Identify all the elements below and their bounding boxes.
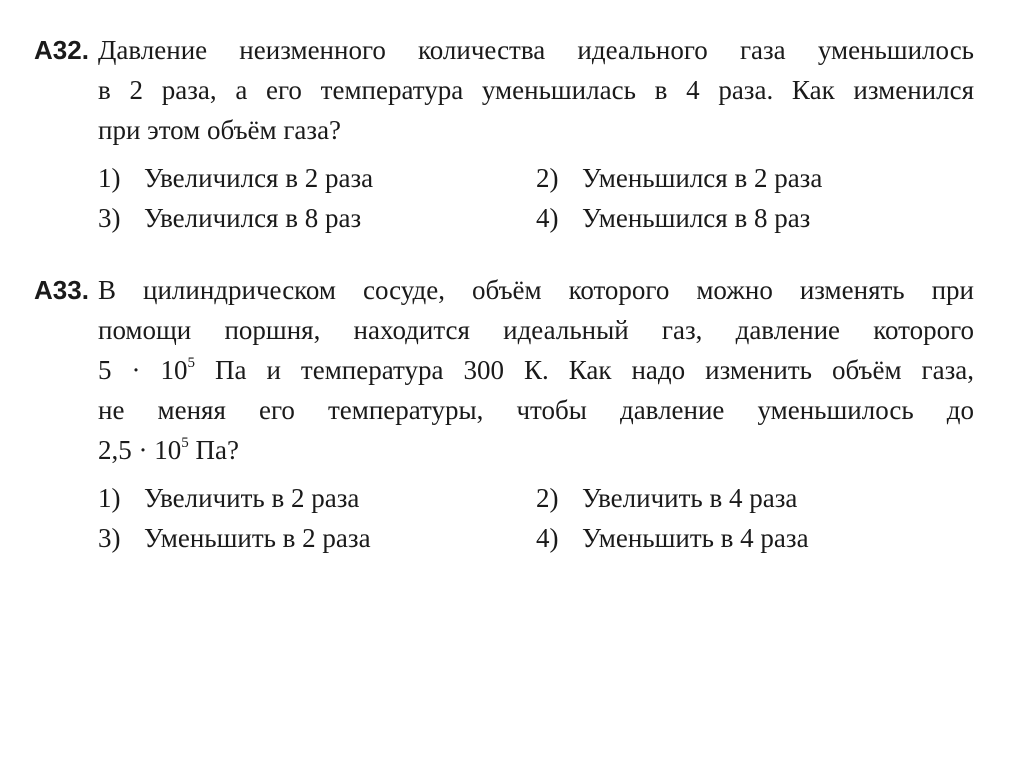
answer-option-4[interactable] <box>536 198 810 238</box>
answer-option-3[interactable] <box>98 518 371 558</box>
question-text: при этом объём газа? <box>98 115 342 145</box>
option-text: Уменьшился в 2 раза <box>582 163 823 193</box>
question-line <box>34 30 974 70</box>
problem-label: А33. <box>34 275 89 305</box>
answer-options <box>34 158 974 238</box>
question-line <box>34 430 974 470</box>
question-line <box>34 350 974 390</box>
question-line <box>34 70 974 110</box>
question-line <box>34 110 974 150</box>
problem-label: А32. <box>34 35 89 65</box>
question-text: помощи поршня, находится идеальный газ, давление которого <box>98 315 974 345</box>
exponent: 5 <box>187 355 195 371</box>
question-line <box>34 390 974 430</box>
option-text: Уменьшить в 4 раза <box>582 523 809 553</box>
option-number: 3) <box>98 203 121 233</box>
text-segment: 2,5 · 10 <box>98 435 182 465</box>
question-line <box>34 310 974 350</box>
question-text: В цилиндрическом сосуде, объём которого можно изменять при <box>98 275 974 305</box>
answer-option-2[interactable] <box>536 158 822 198</box>
option-number: 2) <box>536 483 559 513</box>
option-number: 1) <box>98 163 121 193</box>
text-segment: Па и температура 300 К. Как надо изменить объём газа, <box>195 355 974 385</box>
exponent: 5 <box>181 435 189 451</box>
question-line <box>34 270 974 310</box>
question-text: в 2 раза, а его температура уменьшилась в 4 раза. Как изменился <box>98 75 974 105</box>
answer-option-1[interactable] <box>98 478 359 518</box>
option-text: Увеличился в 8 раз <box>144 203 362 233</box>
answer-options <box>34 478 974 558</box>
options-row <box>34 158 974 198</box>
option-text: Уменьшился в 8 раз <box>582 203 811 233</box>
text-segment: 5 · 10 <box>98 355 188 385</box>
option-number: 4) <box>536 203 559 233</box>
answer-option-1[interactable] <box>98 158 373 198</box>
option-number: 3) <box>98 523 121 553</box>
option-number: 4) <box>536 523 559 553</box>
option-text: Увеличился в 2 раза <box>144 163 374 193</box>
question-text-with-power <box>98 350 974 390</box>
option-number: 1) <box>98 483 121 513</box>
options-row <box>34 198 974 238</box>
option-text: Увеличить в 2 раза <box>144 483 360 513</box>
options-row <box>34 478 974 518</box>
option-text: Уменьшить в 2 раза <box>144 523 371 553</box>
answer-option-3[interactable] <box>98 198 361 238</box>
option-text: Увеличить в 4 раза <box>582 483 798 513</box>
options-row <box>34 518 974 558</box>
problem-a32 <box>34 30 974 238</box>
text-segment: Па? <box>188 435 239 465</box>
problem-a33 <box>34 270 974 558</box>
answer-option-2[interactable] <box>536 478 797 518</box>
answer-option-4[interactable] <box>536 518 809 558</box>
option-number: 2) <box>536 163 559 193</box>
question-text: Давление неизменного количества идеального газа уменьшилось <box>98 35 974 65</box>
question-text-with-power <box>98 430 239 470</box>
question-text: не меняя его температуры, чтобы давление уменьшилось до <box>98 395 974 425</box>
